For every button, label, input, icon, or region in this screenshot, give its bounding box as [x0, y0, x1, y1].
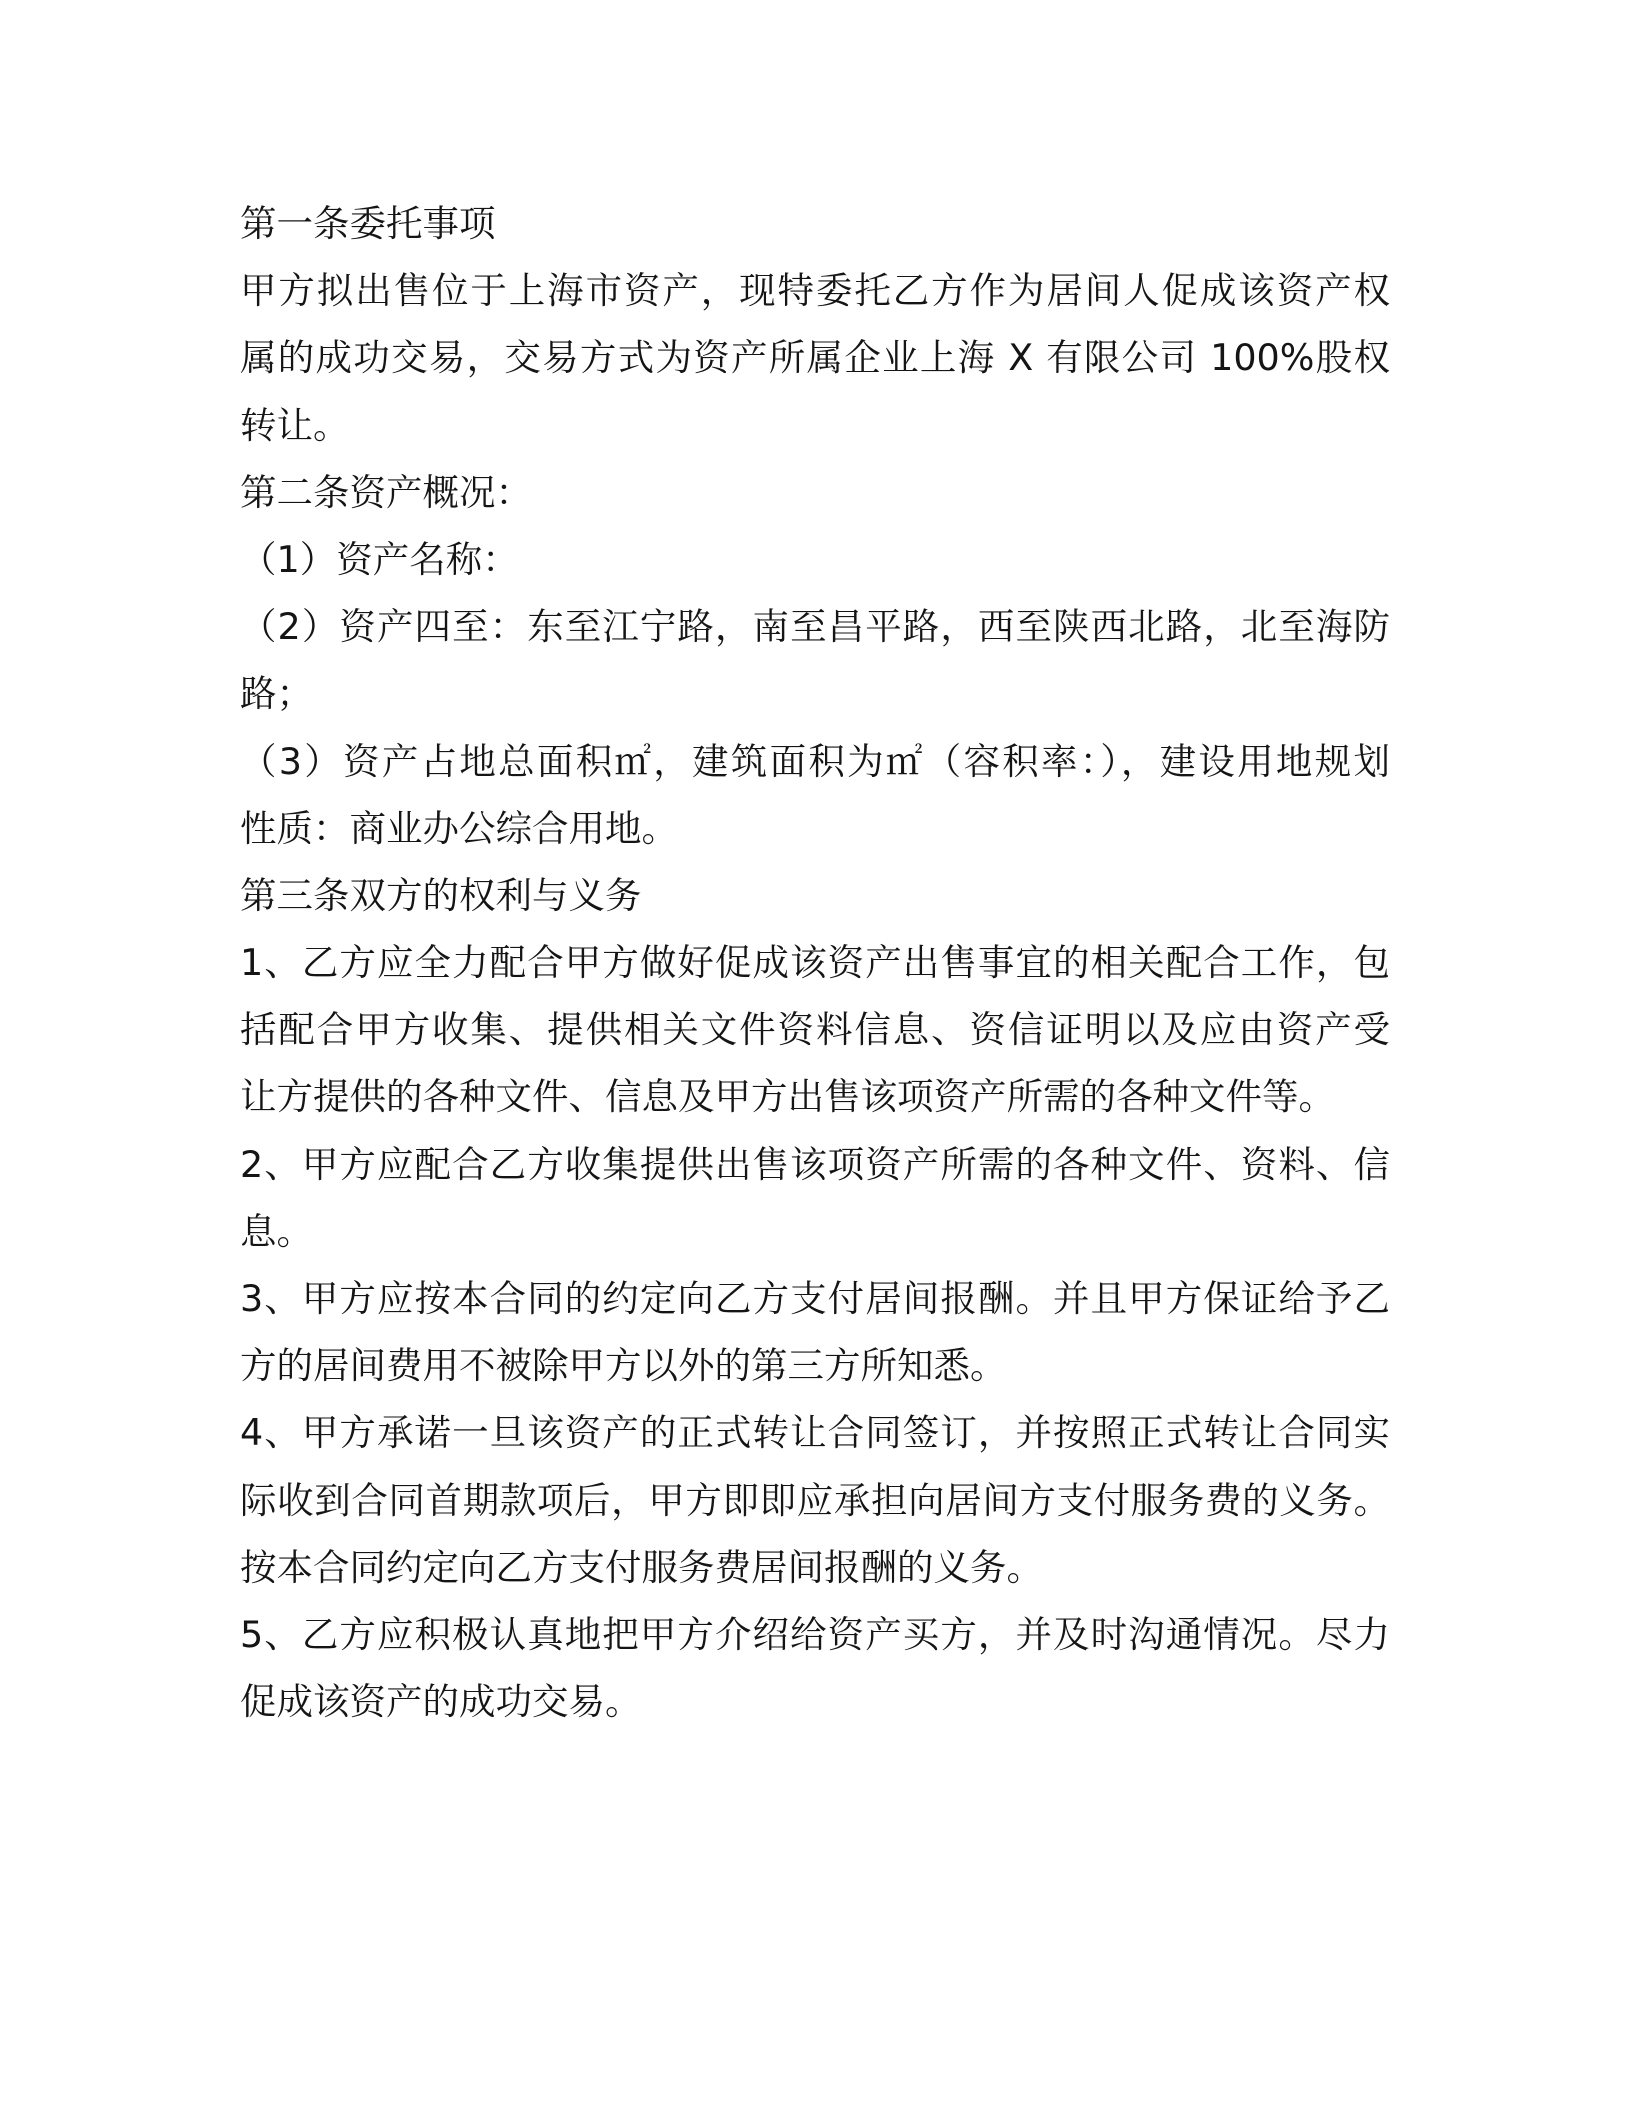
asset-boundaries-item [240, 593, 1390, 727]
text-line: 际收到合同首期款项后，甲方即即应承担向居间方支付服务费的义务。 [240, 1478, 1390, 1522]
text-line: 4、甲方承诺一旦该资产的正式转让合同签订，并按照正式转让合同实 [240, 1411, 1390, 1455]
text-line: 第三条双方的权利与义务 [240, 873, 642, 917]
obligation-item-2 [240, 1131, 1390, 1265]
document-body [240, 190, 1390, 1735]
text-line: 甲方拟出售位于上海市资产，现特委托乙方作为居间人促成该资产权 [240, 269, 1390, 313]
clause-1-body [240, 257, 1390, 459]
obligation-item-5 [240, 1601, 1390, 1735]
clause-3-heading [240, 862, 1390, 929]
text-line: 让方提供的各种文件、信息及甲方出售该项资产所需的各种文件等。 [240, 1075, 1335, 1119]
obligation-item-3 [240, 1265, 1390, 1399]
obligation-item-1 [240, 929, 1390, 1131]
text-line: 性质：商业办公综合用地。 [240, 806, 678, 850]
text-line: 第一条委托事项 [240, 202, 496, 245]
text-line: 3、甲方应按本合同的约定向乙方支付居间报酬。并且甲方保证给予乙 [240, 1277, 1390, 1320]
text-line: 括配合甲方收集、提供相关文件资料信息、资信证明以及应由资产受 [240, 1008, 1390, 1052]
obligation-item-4 [240, 1399, 1390, 1601]
text-line: （2）资产四至：东至江宁路，南至昌平路，西至陕西北路，北至海防 [240, 605, 1390, 649]
asset-name-item [240, 526, 1390, 593]
text-line: 第二条资产概况： [240, 470, 532, 514]
text-line: 路； [240, 672, 313, 716]
text-line: 按本合同约定向乙方支付服务费居间报酬的义务。 [240, 1545, 1043, 1589]
text-line: 方的居间费用不被除甲方以外的第三方所知悉。 [240, 1344, 1007, 1388]
text-line: 1、乙方应全力配合甲方做好促成该资产出售事宜的相关配合工作，包 [240, 941, 1390, 985]
text-line: 属的成功交易，交易方式为资产所属企业上海 X 有限公司 100%股权 [240, 336, 1390, 380]
text-line: （3）资产占地总面积㎡，建筑面积为㎡（容积率：），建设用地规划 [240, 739, 1390, 783]
text-line: 促成该资产的成功交易。 [240, 1680, 642, 1724]
asset-area-item [240, 728, 1390, 862]
clause-1-heading [240, 190, 1390, 257]
text-line: 转让。 [240, 403, 350, 447]
text-line: 2、甲方应配合乙方收集提供出售该项资产所需的各种文件、资料、信 [240, 1142, 1390, 1186]
text-line: 息。 [240, 1209, 313, 1253]
text-line: （1）资产名称： [240, 537, 519, 581]
text-line: 5、乙方应积极认真地把甲方介绍给资产买方，并及时沟通情况。尽力 [240, 1612, 1390, 1656]
clause-2-heading [240, 459, 1390, 526]
